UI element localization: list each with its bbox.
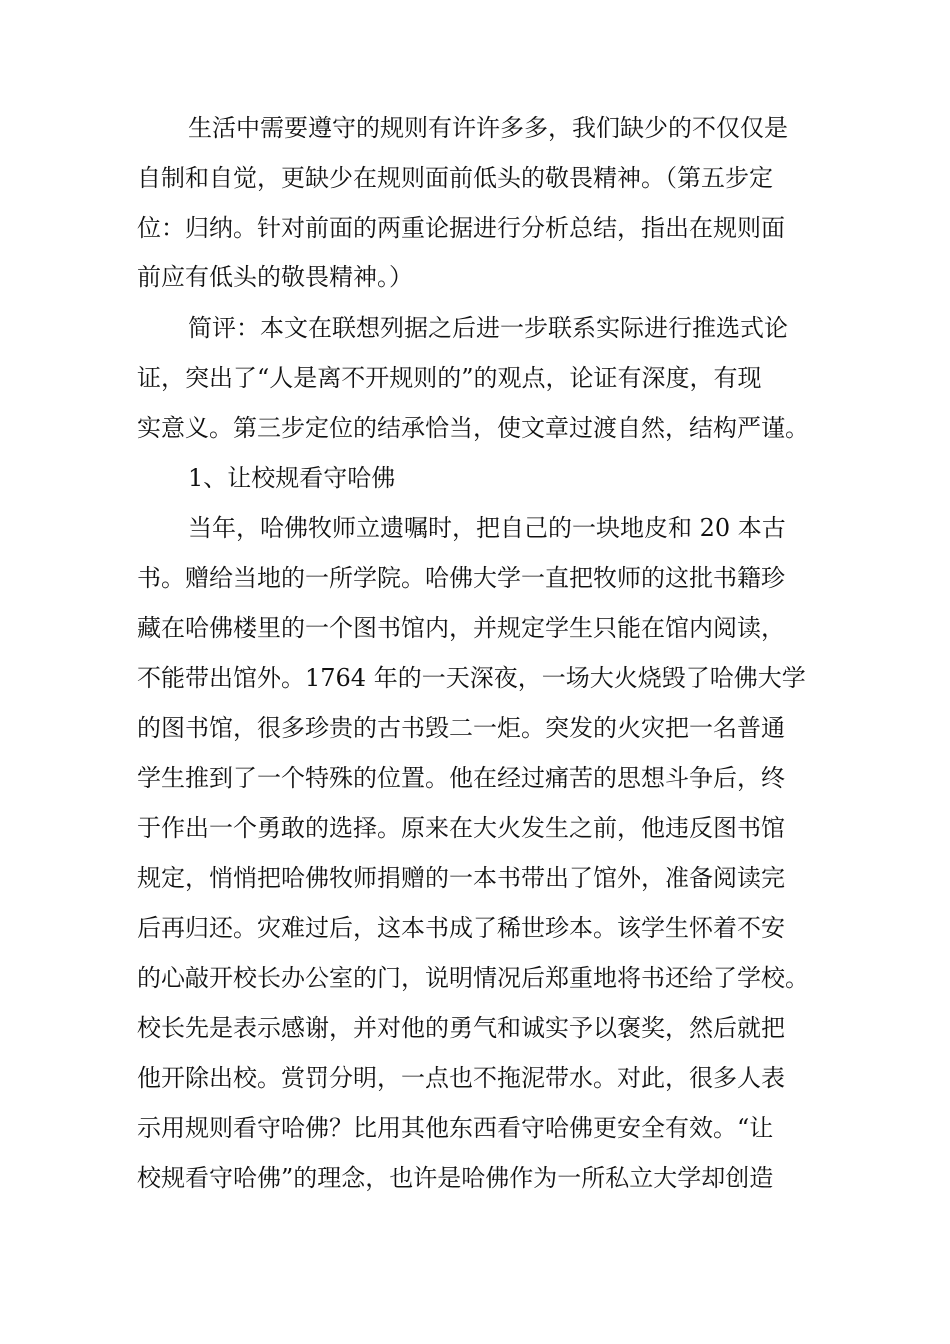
text-line-3: 位：归纳。针对前面的两重论据进行分析总结，指出在规则面: [137, 214, 785, 242]
text-line-2: 自制和自觉，更缺少在规则面前低头的敬畏精神。（第五步定: [137, 164, 773, 192]
section-heading: 1、让校规看守哈佛: [188, 464, 396, 492]
text-line-20: 他开除出校。赏罚分明，一点也不拖泥带水。对此，很多人表: [137, 1064, 785, 1092]
text-line-18: 的心敲开校长办公室的门，说明情况后郑重地将书还给了学校。: [137, 964, 809, 992]
text-line-17: 后再归还。灾难过后，这本书成了稀世珍本。该学生怀着不安: [137, 914, 785, 942]
text-line-13: 的图书馆，很多珍贵的古书毁二一炬。突发的火灾把一名普通: [137, 714, 785, 742]
text-line-19: 校长先是表示感谢，并对他的勇气和诚实予以褒奖，然后就把: [137, 1014, 785, 1042]
text-line-7: 实意义。第三步定位的结承恰当，使文章过渡自然，结构严谨。: [137, 414, 809, 442]
text-line-21: 示用规则看守哈佛？比用其他东西看守哈佛更安全有效。“让: [137, 1114, 774, 1142]
text-line-10: 书。赠给当地的一所学院。哈佛大学一直把牧师的这批书籍珍: [137, 564, 785, 592]
text-line-12: 不能带出馆外。1764 年的一天深夜，一场大火烧毁了哈佛大学: [137, 664, 806, 692]
text-line-1: 生活中需要遵守的规则有许许多多，我们缺少的不仅仅是: [188, 114, 788, 142]
text-line-16: 规定，悄悄把哈佛牧师捐赠的一本书带出了馆外，准备阅读完: [137, 864, 785, 892]
text-line-15: 于作出一个勇敢的选择。原来在大火发生之前，他违反图书馆: [137, 814, 785, 842]
text-line-6: 证，突出了“人是离不开规则的”的观点，论证有深度，有现: [137, 364, 762, 392]
text-line-22: 校规看守哈佛”的理念，也许是哈佛作为一所私立大学却创造: [137, 1164, 774, 1192]
text-line-11: 藏在哈佛楼里的一个图书馆内，并规定学生只能在馆内阅读，: [137, 614, 785, 642]
text-line-4: 前应有低头的敬畏精神。）: [137, 263, 413, 291]
text-line-5: 简评：本文在联想列据之后进一步联系实际进行推选式论: [188, 314, 788, 342]
text-line-9: 当年，哈佛牧师立遗嘱时，把自己的一块地皮和 20 本古: [188, 514, 786, 542]
text-line-14: 学生推到了一个特殊的位置。他在经过痛苦的思想斗争后，终: [137, 764, 785, 792]
